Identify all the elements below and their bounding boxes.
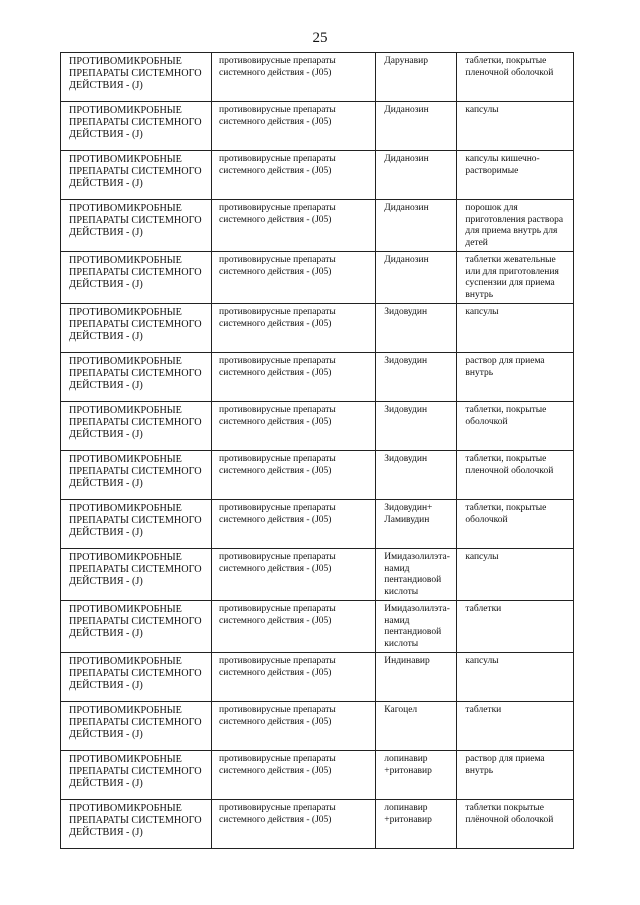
dosage-form-cell: капсулы <box>457 304 574 353</box>
subgroup-cell: противовирусные препараты системного действия - (J05) <box>212 53 376 102</box>
drug-name-cell: Имидазолилэта-намид пентандиовой кислоты <box>376 549 457 601</box>
dosage-form-cell: капсулы <box>457 653 574 702</box>
drug-name-cell: лопинавир +ритонавир <box>376 751 457 800</box>
dosage-form-cell: таблетки, покрытые пленочной оболочкой <box>457 451 574 500</box>
subgroup-cell: противовирусные препараты системного действия - (J05) <box>212 702 376 751</box>
subgroup-cell: противовирусные препараты системного действия - (J05) <box>212 353 376 402</box>
dosage-form-cell: капсулы кишечно-растворимые <box>457 151 574 200</box>
table-row <box>61 252 574 304</box>
dosage-form-cell: капсулы <box>457 102 574 151</box>
subgroup-cell: противовирусные препараты системного действия - (J05) <box>212 252 376 304</box>
subgroup-cell: противовирусные препараты системного действия - (J05) <box>212 304 376 353</box>
table-row <box>61 53 574 102</box>
table-row <box>61 102 574 151</box>
drug-name-cell: Зидовудин <box>376 304 457 353</box>
table-row <box>61 353 574 402</box>
group-cell: ПРОТИВОМИКРОБНЫЕ ПРЕПАРАТЫ СИСТЕМНОГО ДЕЙСТВИЯ - (J) <box>61 601 212 653</box>
group-cell: ПРОТИВОМИКРОБНЫЕ ПРЕПАРАТЫ СИСТЕМНОГО ДЕЙСТВИЯ - (J) <box>61 653 212 702</box>
drug-name-cell: Зидовудин+ Ламивудин <box>376 500 457 549</box>
subgroup-cell: противовирусные препараты системного действия - (J05) <box>212 151 376 200</box>
drug-name-cell: Индинавир <box>376 653 457 702</box>
group-cell: ПРОТИВОМИКРОБНЫЕ ПРЕПАРАТЫ СИСТЕМНОГО ДЕЙСТВИЯ - (J) <box>61 800 212 849</box>
table-row <box>61 200 574 252</box>
table-row <box>61 151 574 200</box>
dosage-form-cell: раствор для приема внутрь <box>457 353 574 402</box>
table-row <box>61 451 574 500</box>
drug-name-cell: Имидазолилэта-намид пентандиовой кислоты <box>376 601 457 653</box>
group-cell: ПРОТИВОМИКРОБНЫЕ ПРЕПАРАТЫ СИСТЕМНОГО ДЕЙСТВИЯ - (J) <box>61 53 212 102</box>
table-row <box>61 304 574 353</box>
dosage-form-cell: таблетки <box>457 601 574 653</box>
subgroup-cell: противовирусные препараты системного действия - (J05) <box>212 751 376 800</box>
table-row <box>61 653 574 702</box>
group-cell: ПРОТИВОМИКРОБНЫЕ ПРЕПАРАТЫ СИСТЕМНОГО ДЕЙСТВИЯ - (J) <box>61 102 212 151</box>
group-cell: ПРОТИВОМИКРОБНЫЕ ПРЕПАРАТЫ СИСТЕМНОГО ДЕЙСТВИЯ - (J) <box>61 500 212 549</box>
table-row <box>61 800 574 849</box>
group-cell: ПРОТИВОМИКРОБНЫЕ ПРЕПАРАТЫ СИСТЕМНОГО ДЕЙСТВИЯ - (J) <box>61 549 212 601</box>
drug-name-cell: Диданозин <box>376 252 457 304</box>
drug-table <box>60 52 574 849</box>
subgroup-cell: противовирусные препараты системного действия - (J05) <box>212 800 376 849</box>
drug-table-body <box>61 53 574 849</box>
table-row <box>61 549 574 601</box>
table-row <box>61 500 574 549</box>
dosage-form-cell: порошок для приготовления раствора для приема внутрь для детей <box>457 200 574 252</box>
drug-name-cell: Диданозин <box>376 151 457 200</box>
drug-name-cell: Зидовудин <box>376 451 457 500</box>
drug-name-cell: лопинавир +ритонавир <box>376 800 457 849</box>
table-row <box>61 751 574 800</box>
group-cell: ПРОТИВОМИКРОБНЫЕ ПРЕПАРАТЫ СИСТЕМНОГО ДЕЙСТВИЯ - (J) <box>61 353 212 402</box>
dosage-form-cell: таблетки, покрытые пленочной оболочкой <box>457 53 574 102</box>
drug-name-cell: Кагоцел <box>376 702 457 751</box>
dosage-form-cell: таблетки, покрытые оболочкой <box>457 402 574 451</box>
group-cell: ПРОТИВОМИКРОБНЫЕ ПРЕПАРАТЫ СИСТЕМНОГО ДЕЙСТВИЯ - (J) <box>61 151 212 200</box>
subgroup-cell: противовирусные препараты системного действия - (J05) <box>212 653 376 702</box>
dosage-form-cell: капсулы <box>457 549 574 601</box>
drug-name-cell: Диданозин <box>376 200 457 252</box>
group-cell: ПРОТИВОМИКРОБНЫЕ ПРЕПАРАТЫ СИСТЕМНОГО ДЕЙСТВИЯ - (J) <box>61 304 212 353</box>
table-row <box>61 702 574 751</box>
group-cell: ПРОТИВОМИКРОБНЫЕ ПРЕПАРАТЫ СИСТЕМНОГО ДЕЙСТВИЯ - (J) <box>61 252 212 304</box>
drug-name-cell: Дарунавир <box>376 53 457 102</box>
group-cell: ПРОТИВОМИКРОБНЫЕ ПРЕПАРАТЫ СИСТЕМНОГО ДЕЙСТВИЯ - (J) <box>61 402 212 451</box>
subgroup-cell: противовирусные препараты системного действия - (J05) <box>212 500 376 549</box>
dosage-form-cell: таблетки <box>457 702 574 751</box>
dosage-form-cell: раствор для приема внутрь <box>457 751 574 800</box>
subgroup-cell: противовирусные препараты системного действия - (J05) <box>212 200 376 252</box>
table-row <box>61 402 574 451</box>
drug-name-cell: Диданозин <box>376 102 457 151</box>
table-row <box>61 601 574 653</box>
group-cell: ПРОТИВОМИКРОБНЫЕ ПРЕПАРАТЫ СИСТЕМНОГО ДЕЙСТВИЯ - (J) <box>61 200 212 252</box>
group-cell: ПРОТИВОМИКРОБНЫЕ ПРЕПАРАТЫ СИСТЕМНОГО ДЕЙСТВИЯ - (J) <box>61 451 212 500</box>
group-cell: ПРОТИВОМИКРОБНЫЕ ПРЕПАРАТЫ СИСТЕМНОГО ДЕЙСТВИЯ - (J) <box>61 751 212 800</box>
dosage-form-cell: таблетки, покрытые оболочкой <box>457 500 574 549</box>
subgroup-cell: противовирусные препараты системного действия - (J05) <box>212 549 376 601</box>
drug-name-cell: Зидовудин <box>376 353 457 402</box>
dosage-form-cell: таблетки жевательные или для приготовления суспензии для приема внутрь <box>457 252 574 304</box>
dosage-form-cell: таблетки покрытые плёночной оболочкой <box>457 800 574 849</box>
page-number: 25 <box>312 30 328 46</box>
drug-name-cell: Зидовудин <box>376 402 457 451</box>
subgroup-cell: противовирусные препараты системного действия - (J05) <box>212 451 376 500</box>
subgroup-cell: противовирусные препараты системного действия - (J05) <box>212 402 376 451</box>
subgroup-cell: противовирусные препараты системного действия - (J05) <box>212 102 376 151</box>
subgroup-cell: противовирусные препараты системного действия - (J05) <box>212 601 376 653</box>
group-cell: ПРОТИВОМИКРОБНЫЕ ПРЕПАРАТЫ СИСТЕМНОГО ДЕЙСТВИЯ - (J) <box>61 702 212 751</box>
